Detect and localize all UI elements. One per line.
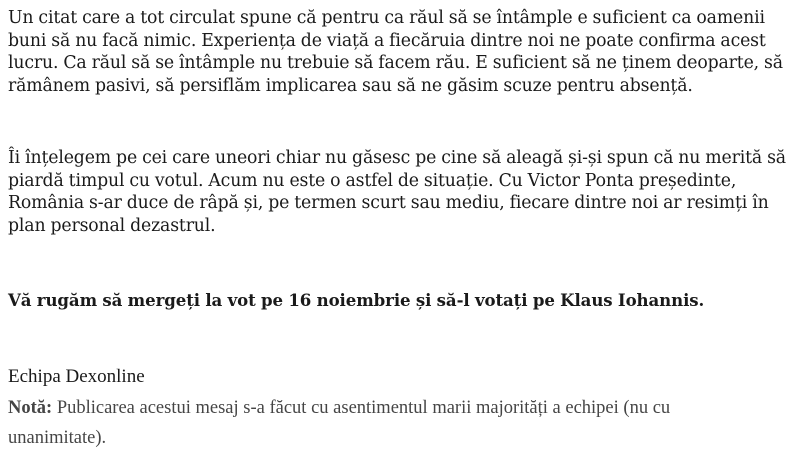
text-line: lucru. Ca răul să se întâmple nu trebuie să facem rău. E suficient să ne ținem deoparte, să [8,53,783,73]
text-line: România s-ar duce de râpă și, pe termen scurt sau mediu, fiecare dintre noi ar resimți în [8,193,769,213]
editorial-note [8,393,805,453]
note-line [8,393,805,423]
text-line: plan personal dezastrul. [8,215,216,236]
text-line: buni să nu facă nimic. Experiența de viață a fiecăruia dintre noi ne poate confirma acest [8,30,766,51]
signature: Echipa Dexonline [8,366,145,387]
text-line: piardă timpul cu votul. Acum nu este o astfel de situație. Cu Victor Ponta președinte, [8,170,737,191]
note-line: unanimitate). [8,428,107,448]
vote-appeal: Vă rugăm să mergeți la vot pe 16 noiembrie și să-l votați pe Klaus Iohannis. [8,290,705,310]
text-line: Un citat care a tot circulat spune că pentru ca răul să se întâmple e suficient ca oamenii [8,8,765,28]
text-line: Îi înțelegem pe cei care uneori chiar nu găsesc pe cine să aleagă și-și spun că nu merită să [8,148,786,168]
text-line: rămânem pasivi, să persiflăm implicarea sau să ne găsim scuze pentru absență. [8,75,693,96]
paragraph-situation [8,147,786,237]
note-label: Notă: [8,398,53,418]
paragraph-quote [8,7,783,97]
note-text: Publicarea acestui mesaj s-a făcut cu asentimentul marii majorități a echipei (nu cu [52,398,671,418]
